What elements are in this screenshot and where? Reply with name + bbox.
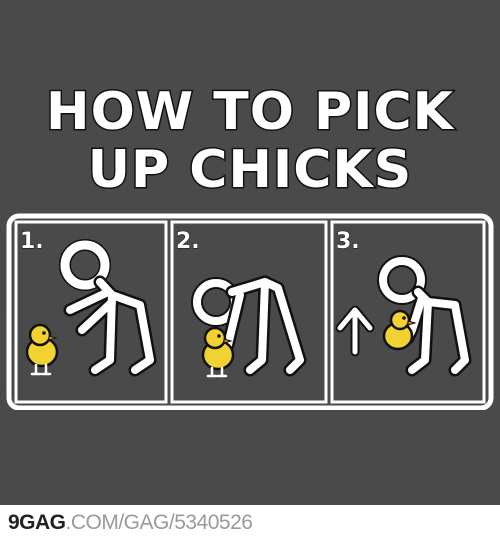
watermark-text — [8, 511, 252, 535]
watermark-footer — [0, 505, 500, 540]
title-line-1: HOW TO PICK — [46, 82, 454, 142]
gag-url: .COM/GAG/5340526 — [65, 511, 253, 534]
panel-1 — [16, 222, 166, 402]
title-line-2: UP CHICKS — [87, 140, 413, 200]
brand-logo-text: 9GAG — [8, 511, 66, 534]
panel-3-number: 3. — [336, 229, 360, 254]
chick-1 — [27, 325, 57, 374]
panel-1-number: 1. — [20, 229, 44, 254]
panel-3 — [332, 222, 484, 402]
panel-2-number: 2. — [176, 229, 200, 254]
comic-panels — [0, 210, 500, 410]
panel-2 — [172, 222, 326, 402]
